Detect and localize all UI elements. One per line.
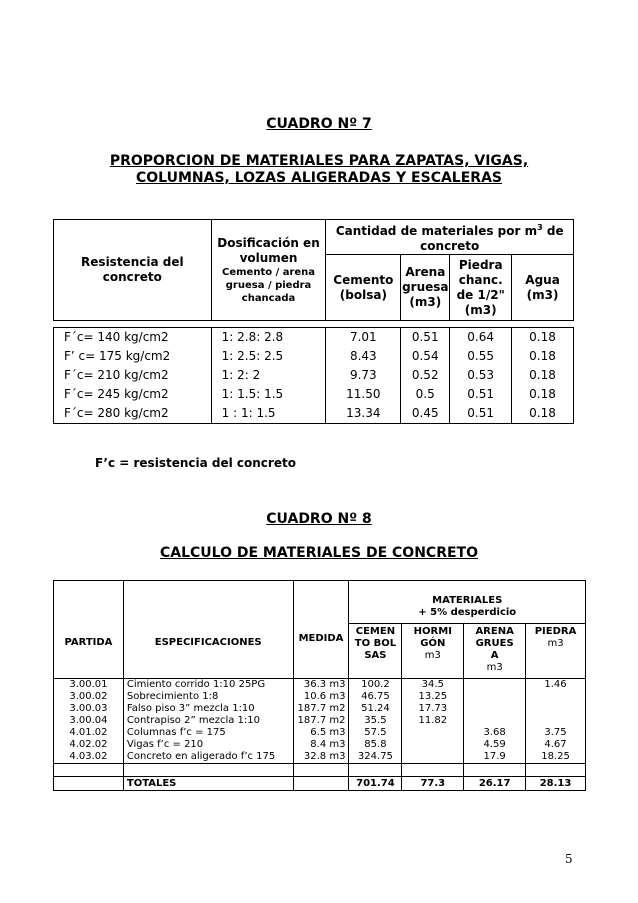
cuadro8-cell-hormigon <box>402 727 464 739</box>
cuadro8-cell-arena <box>464 715 526 727</box>
cuadro8-cell-cemento: 100.2 <box>349 679 402 692</box>
cuadro7-cell-resistencia: F´c= 280 kg/cm2 <box>54 404 212 424</box>
cuadro7-cell-resistencia: F´c= 210 kg/cm2 <box>54 366 212 385</box>
c8-totals-medida <box>293 777 349 791</box>
cuadro8-cell-partida: 3.00.02 <box>54 691 124 703</box>
cuadro8-cell-cemento: 51.24 <box>349 703 402 715</box>
c8-totals-arena: 26.17 <box>464 777 526 791</box>
cuadro7-subtitle-line2: COLUMNAS, LOZAS ALIGERADAS Y ESCALERAS <box>136 170 502 186</box>
c8-header-hormigon-label: HORMIGÓN <box>413 626 452 649</box>
cuadro8-cell-partida: 4.03.02 <box>54 751 124 764</box>
cuadro7-cell-arena: 0.45 <box>401 404 450 424</box>
c8-totals-row <box>54 777 586 791</box>
cuadro8-cell-cemento: 46.75 <box>349 691 402 703</box>
c8-header-partida: PARTIDA <box>54 581 124 679</box>
cuadro8-subtitle: CALCULO DE MATERIALES DE CONCRETO <box>159 545 478 561</box>
cuadro8-cell-partida: 4.01.02 <box>54 727 124 739</box>
cuadro8-cell-arena: 3.68 <box>464 727 526 739</box>
cuadro7-cell-arena: 0.5 <box>401 385 450 404</box>
cuadro8-cell-partida: 4.02.02 <box>54 739 124 751</box>
cuadro8-cell-piedra: 1.46 <box>526 679 586 692</box>
c8-totals-hormigon: 77.3 <box>402 777 464 791</box>
cuadro8-cell-arena <box>464 691 526 703</box>
cuadro8-cell-hormigon: 11.82 <box>402 715 464 727</box>
c8-header-materiales-line2: + 5% desperdicio <box>418 607 517 618</box>
cuadro7-row <box>54 385 574 404</box>
cuadro8-cell-piedra: 18.25 <box>526 751 586 764</box>
header-arena-label: Arena gruesa <box>402 265 449 294</box>
cuadro8-cell-cemento: 35.5 <box>349 715 402 727</box>
c8-header-arena <box>464 624 526 679</box>
cuadro8-cell-especificacion: Sobrecimiento 1:8 <box>123 691 293 703</box>
cuadro7-cell-piedra: 0.53 <box>450 366 512 385</box>
cuadro8-cell-piedra <box>526 691 586 703</box>
cuadro7-cell-arena: 0.52 <box>401 366 450 385</box>
cuadro8-cell-medida: 10.6 m3 <box>293 691 349 703</box>
c8-header-medida: MEDIDA <box>293 581 349 679</box>
cuadro7-cell-cemento: 11.50 <box>326 385 401 404</box>
c8-header-especificaciones: ESPECIFICACIONES <box>123 581 293 679</box>
c8-header-materiales-line1: MATERIALES <box>432 595 503 606</box>
page-number: 5 <box>565 852 573 866</box>
cuadro8-heading: CUADRO Nº 8 <box>266 511 372 527</box>
cuadro7-cell-resistencia: F´c= 245 kg/cm2 <box>54 385 212 404</box>
cuadro8-row <box>54 739 586 751</box>
cuadro8-row <box>54 751 586 764</box>
cuadro7-note: F’c = resistencia del concreto <box>95 456 296 470</box>
cuadro8-table <box>53 580 586 791</box>
cuadro8-cell-piedra <box>526 703 586 715</box>
c8-totals-label: TOTALES <box>123 777 293 791</box>
cuadro7-cell-agua: 0.18 <box>512 366 574 385</box>
cuadro7-cell-piedra: 0.55 <box>450 347 512 366</box>
cuadro8-cell-medida: 6.5 m3 <box>293 727 349 739</box>
cuadro7-cell-agua: 0.18 <box>512 404 574 424</box>
cuadro7-header-table <box>53 219 574 321</box>
header-dosificacion <box>211 220 326 321</box>
cuadro8-cell-hormigon: 13.25 <box>402 691 464 703</box>
cuadro8-cell-especificacion: Vigas f’c = 210 <box>123 739 293 751</box>
cuadro8-cell-medida: 36.3 m3 <box>293 679 349 692</box>
cuadro7-cell-arena: 0.51 <box>401 328 450 348</box>
c8-header-arena-unit: m3 <box>486 662 503 673</box>
c8-spacer-row <box>54 764 586 777</box>
cuadro7-cell-dosificacion: 1: 2: 2 <box>211 366 326 385</box>
cuadro8-cell-medida: 187.7 m2 <box>293 703 349 715</box>
cuadro7-row <box>54 347 574 366</box>
cuadro8-cell-especificacion: Columnas f’c = 175 <box>123 727 293 739</box>
cuadro7-cell-cemento: 7.01 <box>326 328 401 348</box>
header-cantidad <box>326 220 574 255</box>
header-cantidad-prefix: Cantidad de materiales por m <box>335 224 538 238</box>
cuadro7-cell-cemento: 9.73 <box>326 366 401 385</box>
cuadro7-cell-agua: 0.18 <box>512 385 574 404</box>
cuadro7-heading: CUADRO Nº 7 <box>266 116 372 132</box>
cuadro8-cell-hormigon: 17.73 <box>402 703 464 715</box>
header-piedra <box>450 255 512 321</box>
cuadro7-body-table <box>53 327 574 424</box>
header-cantidad-suffix: de concreto <box>420 224 564 253</box>
header-dosificacion-sub: Cemento / arena gruesa / piedra chancada <box>222 266 316 304</box>
cuadro8-cell-especificacion: Cimiento corrido 1:10 25PG <box>123 679 293 692</box>
cuadro8-cell-partida: 3.00.04 <box>54 715 124 727</box>
header-piedra-unit: (m3) <box>464 302 497 317</box>
cuadro8-cell-medida: 187.7 m2 <box>293 715 349 727</box>
cuadro7-cell-dosificacion: 1 : 1: 1.5 <box>211 404 326 424</box>
cuadro8-cell-piedra: 3.75 <box>526 727 586 739</box>
cuadro8-cell-arena <box>464 679 526 692</box>
cuadro8-cell-piedra <box>526 715 586 727</box>
cuadro7-cell-piedra: 0.64 <box>450 328 512 348</box>
cuadro7-cell-agua: 0.18 <box>512 328 574 348</box>
header-cantidad-sup: 3 <box>537 223 543 232</box>
cuadro7-cell-piedra: 0.51 <box>450 385 512 404</box>
cuadro7-cell-dosificacion: 1: 2.8: 2.8 <box>211 328 326 348</box>
cuadro8-cell-especificacion: Concreto en aligerado f’c 175 <box>123 751 293 764</box>
cuadro8-row <box>54 703 586 715</box>
c8-totals-piedra: 28.13 <box>526 777 586 791</box>
header-piedra-label: Piedra chanc. de 1/2" <box>456 257 505 302</box>
header-resistencia: Resistencia del concreto <box>54 220 212 321</box>
cuadro8-cell-hormigon <box>402 739 464 751</box>
cuadro7-cell-resistencia: F’ c= 175 kg/cm2 <box>54 347 212 366</box>
cuadro8-cell-cemento: 324.75 <box>349 751 402 764</box>
cuadro8-cell-especificacion: Contrapiso 2” mezcla 1:10 <box>123 715 293 727</box>
cuadro7-cell-piedra: 0.51 <box>450 404 512 424</box>
header-arena-unit: (m3) <box>409 295 442 309</box>
cuadro7-subtitle-line1: PROPORCION DE MATERIALES PARA ZAPATAS, VIGAS, <box>109 153 529 169</box>
c8-header-cemento: CEMENTO BOLSAS <box>349 624 402 679</box>
c8-header-piedra-unit: m3 <box>547 638 564 649</box>
cuadro8-cell-arena: 17.9 <box>464 751 526 764</box>
cuadro8-cell-cemento: 85.8 <box>349 739 402 751</box>
cuadro7-cell-cemento: 8.43 <box>326 347 401 366</box>
cuadro7-cell-arena: 0.54 <box>401 347 450 366</box>
header-dosificacion-title: Dosificación en volumen <box>217 235 320 265</box>
header-arena <box>401 255 450 321</box>
c8-header-materiales <box>349 581 586 624</box>
cuadro8-row <box>54 727 586 739</box>
cuadro8-cell-hormigon <box>402 751 464 764</box>
cuadro8-cell-medida: 8.4 m3 <box>293 739 349 751</box>
header-cemento: Cemento (bolsa) <box>326 255 401 321</box>
cuadro8-row <box>54 691 586 703</box>
cuadro7-cell-dosificacion: 1: 2.5: 2.5 <box>211 347 326 366</box>
cuadro8-row <box>54 679 586 692</box>
cuadro7-cell-agua: 0.18 <box>512 347 574 366</box>
cuadro7-row <box>54 404 574 424</box>
cuadro8-cell-piedra: 4.67 <box>526 739 586 751</box>
c8-header-arena-label: ARENA GRUESA <box>475 626 514 661</box>
c8-header-hormigon-unit: m3 <box>424 650 441 661</box>
cuadro7-cell-cemento: 13.34 <box>326 404 401 424</box>
cuadro8-cell-cemento: 57.5 <box>349 727 402 739</box>
c8-header-piedra-label: PIEDRA <box>534 626 577 637</box>
c8-totals-cemento: 701.74 <box>349 777 402 791</box>
header-agua: Agua (m3) <box>512 255 574 321</box>
cuadro8-cell-hormigon: 34.5 <box>402 679 464 692</box>
cuadro7-cell-resistencia: F´c= 140 kg/cm2 <box>54 328 212 348</box>
c8-header-hormigon <box>402 624 464 679</box>
cuadro8-cell-arena: 4.59 <box>464 739 526 751</box>
cuadro7-row <box>54 328 574 348</box>
cuadro7-cell-dosificacion: 1: 1.5: 1.5 <box>211 385 326 404</box>
cuadro8-cell-medida: 32.8 m3 <box>293 751 349 764</box>
cuadro8-cell-partida: 3.00.01 <box>54 679 124 692</box>
cuadro7-row <box>54 366 574 385</box>
cuadro8-cell-arena <box>464 703 526 715</box>
c8-header-piedra <box>526 624 586 679</box>
cuadro8-cell-especificacion: Falso piso 3” mezcla 1:10 <box>123 703 293 715</box>
c8-totals-empty <box>54 777 124 791</box>
cuadro8-row <box>54 715 586 727</box>
cuadro8-cell-partida: 3.00.03 <box>54 703 124 715</box>
